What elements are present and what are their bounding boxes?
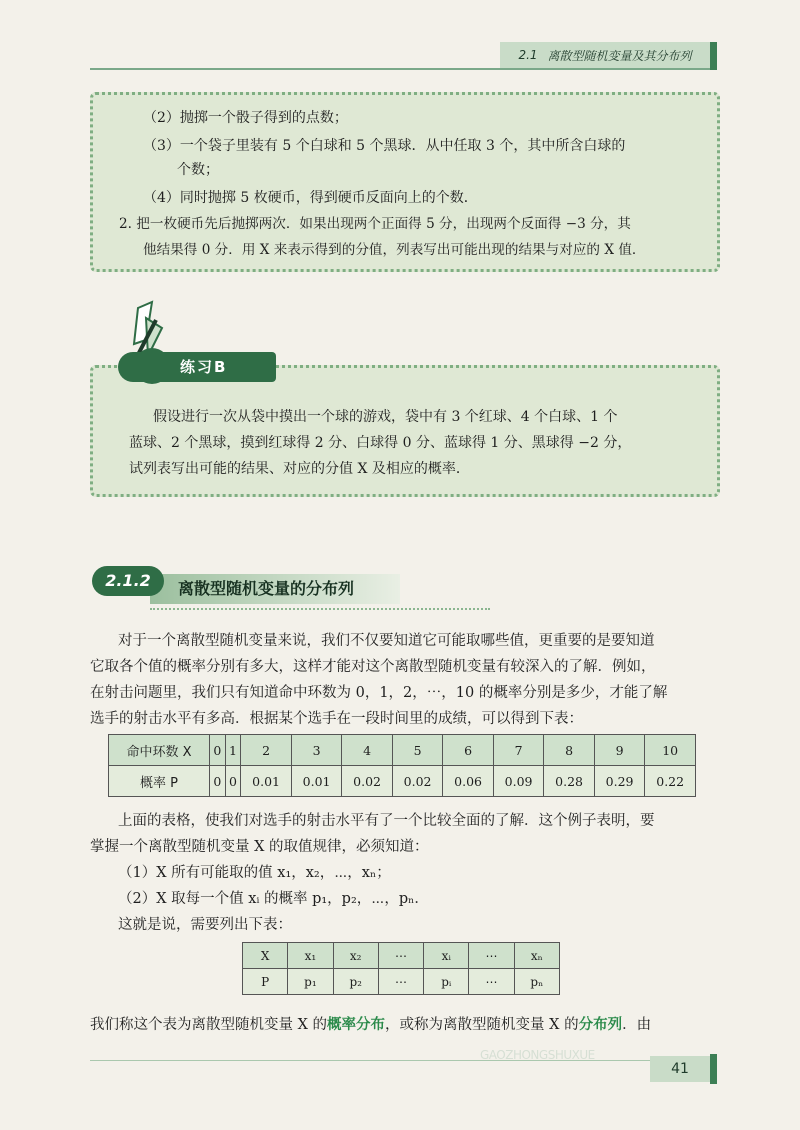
header-section-title: 离散型随机变量及其分布列 (547, 48, 692, 63)
table-cell: ⋯ (378, 969, 423, 995)
table-cell: 0.02 (342, 766, 393, 797)
table-cell: 8 (544, 735, 595, 766)
table-cell: 0 (210, 735, 226, 766)
section-number-badge: 2.1.2 (92, 566, 164, 596)
table-cell: 2 (241, 735, 292, 766)
paragraph-line: 对于一个离散型随机变量来说，我们不仅要知道它可能取哪些值，更重要的是要知道 (118, 633, 655, 649)
distribution-table (242, 942, 560, 995)
intro-paragraph (90, 628, 720, 732)
footer-watermark: GAOZHONGSHUXUE (480, 1048, 595, 1062)
table-row (243, 943, 560, 969)
table-cell: p₁ (288, 969, 333, 995)
table-header-cell: 概率 P (109, 766, 210, 797)
table-cell: 1 (225, 735, 241, 766)
practice-line: 假设进行一次从袋中摸出一个球的游戏，袋中有 3 个红球、4 个白球、1 个 (153, 409, 618, 425)
definition-text: ．由 (622, 1017, 652, 1033)
table-cell: 6 (443, 735, 494, 766)
table-cell: 0 (210, 766, 226, 797)
definition-text: ，或称为离散型随机变量 X 的 (385, 1017, 579, 1033)
section-title: 离散型随机变量的分布列 (178, 579, 355, 598)
exercise-line: （3）一个袋子里装有 5 个白球和 5 个黑球．从中任取 3 个，其中所含白球的 (143, 138, 626, 154)
table-cell: 0.01 (291, 766, 342, 797)
page-number: 41 (650, 1056, 710, 1082)
exercise-line: （4）同时抛掷 5 枚硬币，得到硬币反面向上的个数． (143, 190, 478, 206)
table-cell: 0 (225, 766, 241, 797)
paragraph-line: 选手的射击水平有多高．根据某个选手在一段时间里的成绩，可以得到下表： (90, 711, 583, 727)
table-cell: ⋯ (469, 943, 514, 969)
table-cell: x₂ (333, 943, 378, 969)
paragraph-line: 上面的表格，使我们对选手的射击水平有了一个比较全面的了解．这个例子表明，要 (118, 813, 655, 829)
table-cell: 0.09 (493, 766, 544, 797)
table-cell: x₁ (288, 943, 333, 969)
table-cell: 0.01 (241, 766, 292, 797)
exercise-line: 2. 把一枚硬币先后抛掷两次．如果出现两个正面得 5 分，出现两个反面得 −3 分，其 (119, 216, 631, 232)
table-cell: P (243, 969, 288, 995)
table-cell: 7 (493, 735, 544, 766)
paragraph-line: 这就是说，需要列出下表： (118, 917, 292, 933)
table-cell: 9 (594, 735, 645, 766)
footer-accent-bar (710, 1054, 717, 1084)
footer-rule (90, 1060, 710, 1061)
table-cell: X (243, 943, 288, 969)
table-cell: ⋯ (378, 943, 423, 969)
table-cell: ⋯ (469, 969, 514, 995)
term-distribution-list: 分布列 (578, 1017, 623, 1033)
paragraph-line: 在射击问题里，我们只有知道命中环数为 0，1，2，⋯，10 的概率分别是多少，才能了解 (90, 685, 668, 701)
table-cell: xᵢ (424, 943, 469, 969)
practice-line: 蓝球、2 个黑球，摸到红球得 2 分、白球得 0 分、蓝球得 1 分、黑球得 −2 分， (129, 435, 632, 451)
practice-line: 试列表写出可能的结果、对应的分值 X 及相应的概率． (129, 461, 470, 477)
paragraph-line: 它取各个值的概率分别有多大，这样才能对这个离散型随机变量有较深入的了解．例如， (90, 659, 656, 675)
middle-paragraph (90, 808, 720, 938)
table-cell: 0.22 (645, 766, 696, 797)
term-probability-distribution: 概率分布 (327, 1017, 386, 1033)
header-rule (90, 68, 710, 70)
practice-b-title: 练习B (180, 358, 228, 376)
header-accent-bar (710, 42, 717, 70)
table-header-cell: 命中环数 X (109, 735, 210, 766)
exercise-line: （2）抛掷一个骰子得到的点数； (143, 110, 348, 126)
section-dotted-rule (150, 608, 490, 610)
table-cell: pₙ (514, 969, 559, 995)
definition-text: 我们称这个表为离散型随机变量 X 的 (90, 1017, 328, 1033)
paragraph-line: （2）X 取每一个值 xᵢ 的概率 p₁，p₂，⋯，pₙ． (118, 891, 429, 907)
exercise-line: 他结果得 0 分．用 X 来表示得到的分值，列表写出可能出现的结果与对应的 X 值． (143, 242, 646, 258)
header-section-number: 2.1 (518, 48, 538, 62)
paragraph-line: 掌握一个离散型随机变量 X 的取值规律，必须知道： (90, 839, 429, 855)
table-cell: 0.02 (392, 766, 443, 797)
definition-line (90, 1012, 720, 1038)
exercise-line: 个数； (177, 162, 219, 178)
table-cell: 5 (392, 735, 443, 766)
table-row (243, 969, 560, 995)
table-cell: p₂ (333, 969, 378, 995)
paragraph-line: （1）X 所有可能取的值 x₁，x₂，⋯，xₙ； (118, 865, 391, 881)
table-cell: 0.06 (443, 766, 494, 797)
running-header (500, 42, 710, 68)
table-cell: 0.28 (544, 766, 595, 797)
table-cell: xₙ (514, 943, 559, 969)
exercise-a-box (90, 92, 720, 272)
definition-paragraph (90, 1012, 720, 1038)
table-row (109, 766, 696, 797)
table-cell: 3 (291, 735, 342, 766)
table-cell: 10 (645, 735, 696, 766)
shooting-probability-table (108, 734, 696, 797)
table-cell: 0.29 (594, 766, 645, 797)
table-cell: 4 (342, 735, 393, 766)
table-cell: pᵢ (424, 969, 469, 995)
table-row (109, 735, 696, 766)
